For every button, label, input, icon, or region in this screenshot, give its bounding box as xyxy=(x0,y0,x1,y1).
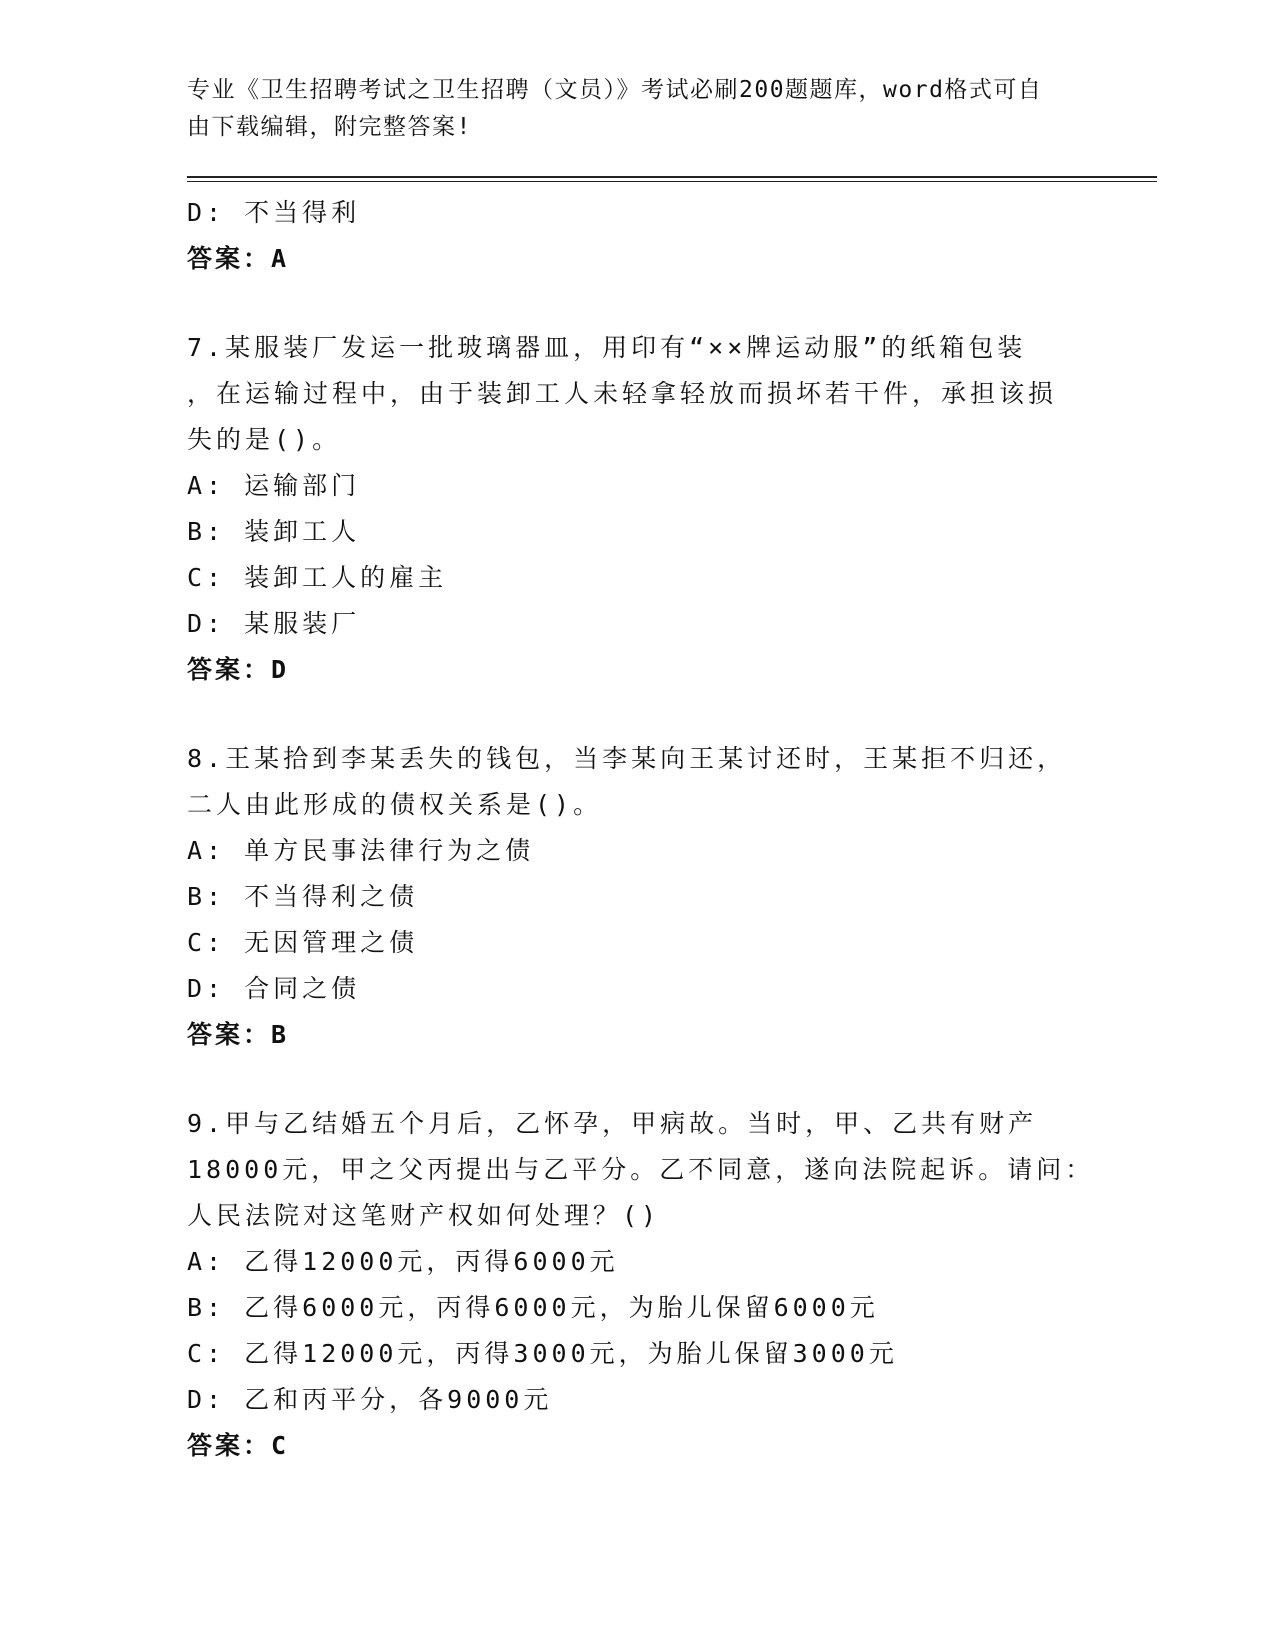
question-text-line: 7.某服装厂发运一批玻璃器皿，用印有“××牌运动服”的纸箱包装 xyxy=(187,333,1027,362)
option-d: D: 乙和丙平分，各9000元 xyxy=(187,1385,553,1414)
option-c: C: 乙得12000元，丙得3000元，为胎儿保留3000元 xyxy=(187,1339,898,1368)
option-c: C: 装卸工人的雇主 xyxy=(187,563,448,592)
option-d: D: 不当得利 xyxy=(187,198,361,227)
option-a: A: 单方民事法律行为之债 xyxy=(187,836,535,865)
option-d: D: 合同之债 xyxy=(187,974,361,1003)
option-a: A: 乙得12000元，丙得6000元 xyxy=(187,1247,619,1276)
document-header xyxy=(187,72,1087,146)
option-d: D: 某服装厂 xyxy=(187,609,361,638)
question-text-line: 18000元，甲之父丙提出与乙平分。乙不同意，遂向法院起诉。请问： xyxy=(187,1155,1095,1184)
question-text-line: 8.王某拾到李某丢失的钱包，当李某向王某讨还时，王某拒不归还， xyxy=(187,744,1067,773)
question-fragment xyxy=(187,190,1087,282)
option-a: A: 运输部门 xyxy=(187,471,361,500)
option-b: B: 装卸工人 xyxy=(187,517,361,546)
question-9 xyxy=(187,1101,1095,1469)
answer-line: 答案：A xyxy=(187,244,290,273)
answer-line: 答案：D xyxy=(187,655,290,684)
question-7 xyxy=(187,325,1087,693)
option-b: B: 乙得6000元，丙得6000元，为胎儿保留6000元 xyxy=(187,1293,879,1322)
option-c: C: 无因管理之债 xyxy=(187,928,419,957)
option-b: B: 不当得利之债 xyxy=(187,882,419,911)
header-line-1: 专业《卫生招聘考试之卫生招聘（文员）》考试必刷200题题库，word格式可自 xyxy=(187,77,1043,103)
header-line-2: 由下载编辑，附完整答案! xyxy=(187,114,472,140)
spacer xyxy=(187,282,1087,325)
answer-line: 答案：C xyxy=(187,1431,290,1460)
document-content xyxy=(187,190,1095,1469)
spacer xyxy=(187,693,1087,736)
question-text-line: 人民法院对这笔财产权如何处理？() xyxy=(187,1201,661,1230)
question-text-line: 二人由此形成的债权关系是()。 xyxy=(187,790,603,819)
question-text-line: ，在运输过程中，由于装卸工人未轻拿轻放而损坏若干件，承担该损 xyxy=(187,379,1058,408)
question-text-line: 失的是()。 xyxy=(187,425,342,454)
header-divider xyxy=(187,176,1157,182)
answer-line: 答案：B xyxy=(187,1020,290,1049)
question-text-line: 9.甲与乙结婚五个月后，乙怀孕，甲病故。当时，甲、乙共有财产 xyxy=(187,1109,1038,1138)
question-8 xyxy=(187,736,1087,1058)
spacer xyxy=(187,1058,1087,1101)
